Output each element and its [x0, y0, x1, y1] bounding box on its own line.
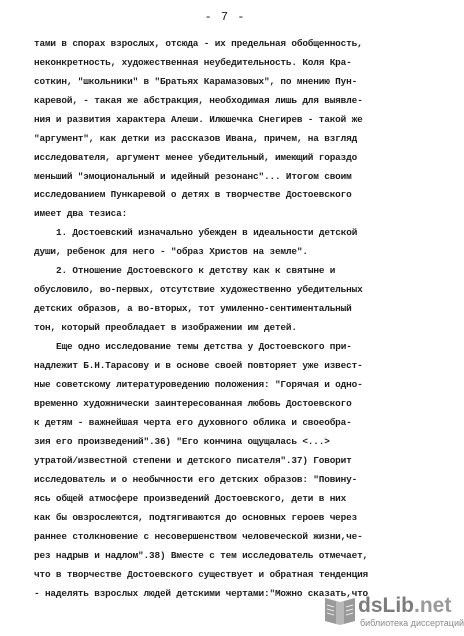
text-line: ясь общей атмосфере произведений Достоевского, дети в них: [34, 493, 347, 504]
text-line: соткин, "школьники" в "Братьях Карамазовых", по мнению Пун-: [34, 76, 358, 87]
book-logo-icon: [322, 594, 358, 628]
text-line: 2. Отношение Достоевского к детству как к святыне и: [56, 265, 336, 276]
text-line: зия его произведений".36) "Его кончина ощущалась <...>: [34, 436, 330, 447]
text-line: исследователь и о необычности его детских образов: "Повину-: [34, 474, 358, 485]
page-number: - 7 -: [204, 10, 246, 24]
text-line: 1. Достоевский изначально убежден в идеальности детской: [56, 227, 358, 238]
text-line: меньший "эмоциональный и идейный резонанс"... Итогом своим: [34, 171, 352, 182]
text-line: - наделять взрослых людей детскими чертами:"Можно сказать,что: [34, 588, 369, 599]
text-line: обусловило, во-первых, отсутствие художественно убедительных: [34, 284, 363, 295]
text-line: души, ребенок для него - "образ Христов на земле".: [34, 246, 308, 257]
text-line: что в творчестве Достоевского существует и обратная тенденция: [34, 569, 369, 580]
text-line: детских образов, а во-вторых, тот умиленно-сентиментальный: [34, 303, 352, 314]
watermark-brand: dsLib.net: [358, 594, 452, 617]
text-line: рез надрыв и надлом".38) Вместе с тем исследователь отмечает,: [34, 550, 369, 561]
text-line: "аргумент", как детки из рассказов Ивана, причем, на взгляд: [34, 133, 358, 144]
text-line: Еще одно исследование темы детства у Достоевского при-: [56, 341, 352, 352]
text-line: раннее столкновение с несовершенством человеческой жизни,че-: [34, 531, 363, 542]
text-line: тон, который преобладает в изображении им детей.: [34, 322, 297, 333]
text-line: каревой, - такая же абстракция, необходимая лишь для выявле-: [34, 95, 363, 106]
text-line: ния и развития характера Алеши. Илюшечка Снегирев - такой же: [34, 114, 363, 125]
text-line: как бы овзрослеются, подтягиваются до основных героев через: [34, 512, 358, 523]
text-line: неконкретность, художественная неубедительность. Коля Кра-: [34, 57, 352, 68]
text-line: исследованием Пункаревой о детях в творчестве Достоевского: [34, 189, 352, 200]
text-line: утратой/известной степени и детского писателя".37) Говорит: [34, 455, 352, 466]
text-line: имеет два тезиса:: [34, 208, 128, 219]
site-watermark: [322, 594, 464, 634]
text-line: временно художнически заинтересованная любовь Достоевского: [34, 398, 352, 409]
text-line: ные советскому литературоведению положения: "Горячая и одно-: [34, 379, 363, 390]
watermark-subtitle: библиотека диссертаций: [360, 618, 464, 628]
text-line: тами в спорах взрослых, отсюда - их предельная обобщенность,: [34, 38, 363, 49]
text-line: надлежит Б.Н.Тарасову и в основе своей повторяет уже извест-: [34, 360, 363, 371]
text-line: исследователя, аргумент менее убедительный, имеющий гораздо: [34, 152, 358, 163]
text-line: к детям - важнейшая черта его духовного облика и своеобра-: [34, 417, 352, 428]
